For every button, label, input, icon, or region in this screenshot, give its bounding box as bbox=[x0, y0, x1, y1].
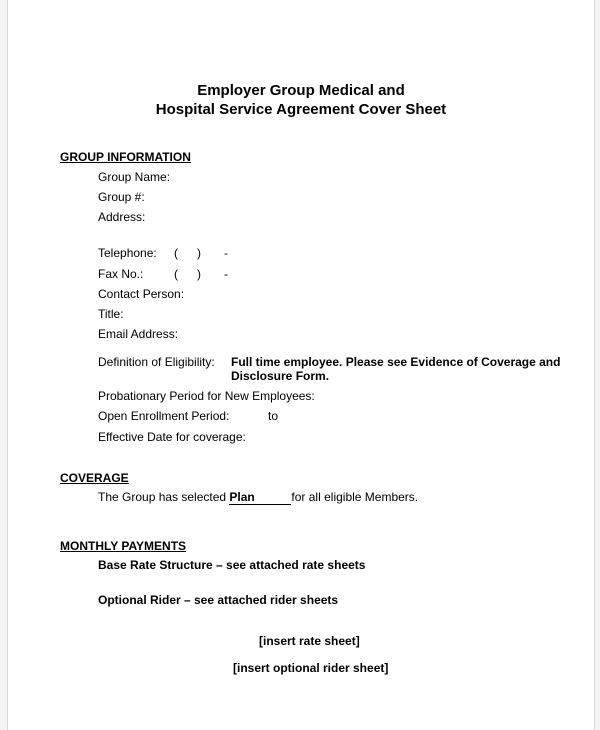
email-address-label: Email Address: bbox=[98, 327, 179, 341]
eligibility-label: Definition of Eligibility: bbox=[98, 355, 215, 369]
fax-paren-close: ) bbox=[197, 267, 201, 281]
title-label: Title: bbox=[98, 307, 124, 321]
fax-paren-open: ( bbox=[174, 267, 178, 281]
telephone-label: Telephone: bbox=[98, 246, 157, 260]
contact-person-label: Contact Person: bbox=[98, 287, 185, 301]
coverage-sentence bbox=[98, 490, 418, 505]
selected-plan: Plan bbox=[229, 491, 291, 505]
open-enrollment-to: to bbox=[268, 409, 279, 423]
monthly-payments-heading: MONTHLY PAYMENTS bbox=[60, 539, 187, 553]
coverage-suffix: for all eligible Members. bbox=[291, 490, 419, 504]
probationary-period-label: Probationary Period for New Employees: bbox=[98, 389, 315, 403]
telephone-paren-open: ( bbox=[174, 246, 178, 260]
optional-rider: Optional Rider – see attached rider sheets bbox=[98, 593, 339, 607]
insert-rate-sheet: [insert rate sheet] bbox=[259, 634, 360, 648]
group-name-label: Group Name: bbox=[98, 170, 171, 184]
base-rate-structure: Base Rate Structure – see attached rate sheets bbox=[98, 558, 366, 572]
open-enrollment-label: Open Enrollment Period: bbox=[98, 409, 230, 423]
document-title-line-2: Hospital Service Agreement Cover Sheet bbox=[155, 101, 447, 118]
document-page bbox=[7, 0, 595, 730]
address-label: Address: bbox=[98, 210, 146, 224]
coverage-heading: COVERAGE bbox=[60, 471, 129, 485]
group-number-label: Group #: bbox=[98, 190, 145, 204]
telephone-paren-close: ) bbox=[197, 246, 201, 260]
fax-dash: - bbox=[224, 267, 228, 281]
coverage-prefix: The Group has selected bbox=[98, 490, 230, 504]
insert-optional-rider-sheet: [insert optional rider sheet] bbox=[233, 661, 389, 675]
eligibility-text-line-2: Disclosure Form. bbox=[231, 369, 330, 383]
group-information-heading: GROUP INFORMATION bbox=[60, 150, 191, 164]
fax-label: Fax No.: bbox=[98, 267, 144, 281]
document-title-line-1: Employer Group Medical and bbox=[197, 82, 405, 99]
effective-date-label: Effective Date for coverage: bbox=[98, 430, 246, 444]
telephone-dash: - bbox=[224, 246, 228, 260]
eligibility-text-line-1: Full time employee. Please see Evidence of Coverage and bbox=[231, 355, 561, 369]
